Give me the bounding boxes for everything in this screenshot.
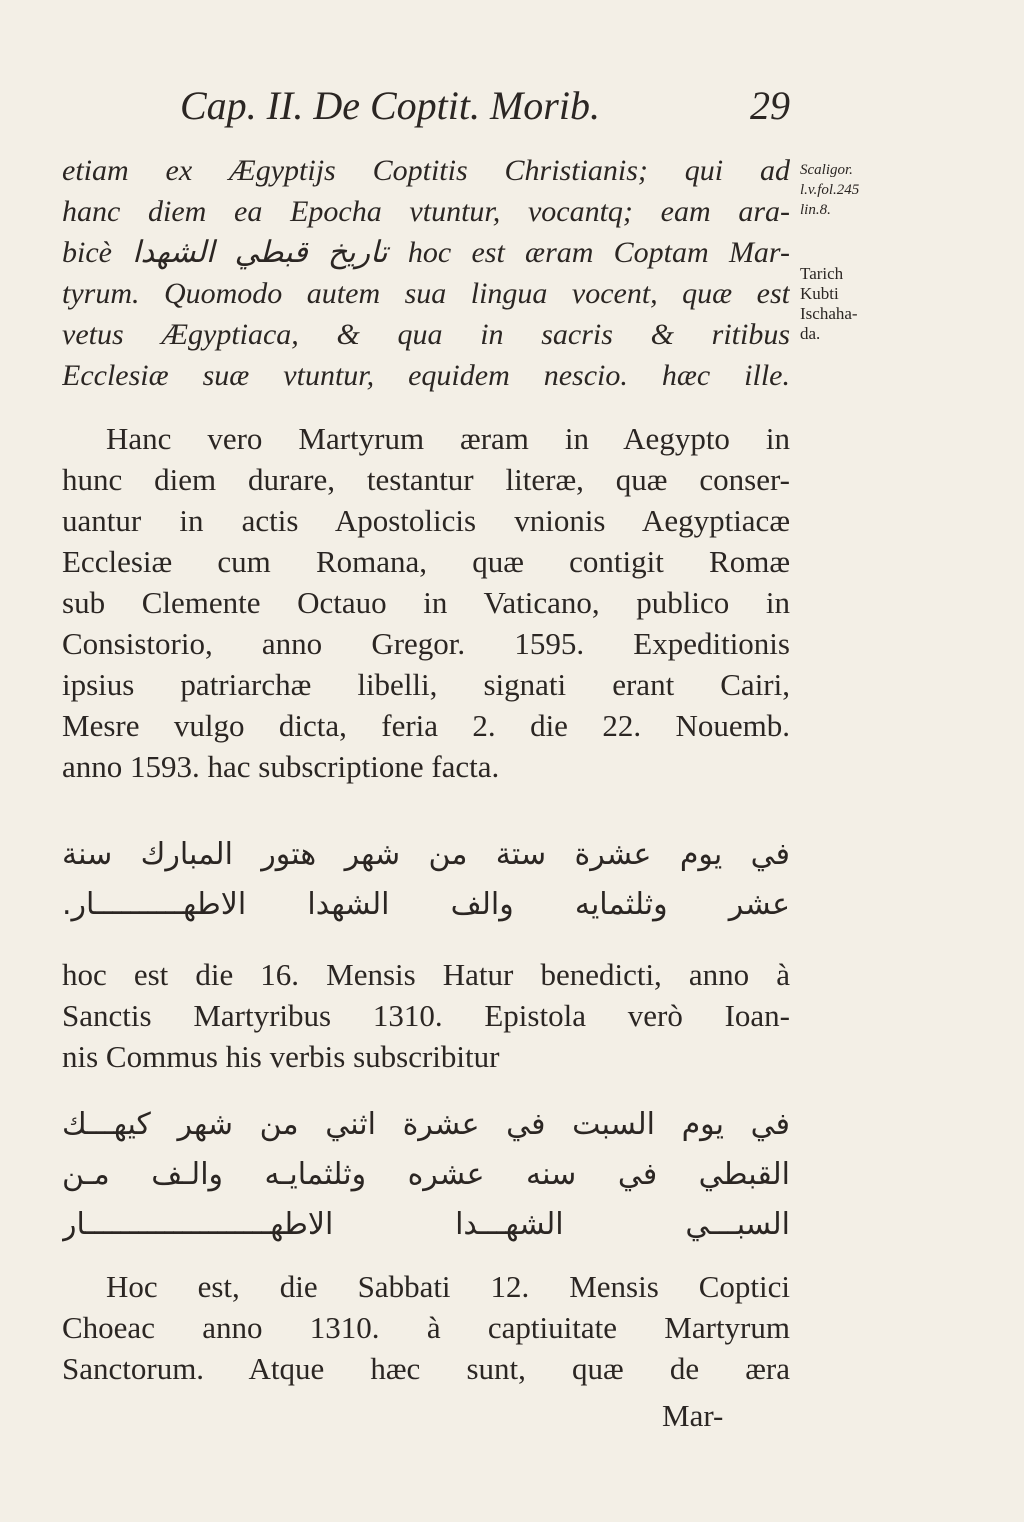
text-line: hunc diem durare, testantur literæ, quæ conser-	[62, 462, 790, 497]
arabic-line: عشر وثلثمايه والف الشهدا الاطهــــــــــار.	[62, 887, 790, 922]
text-line: anno 1593. hac subscriptione facta.	[62, 749, 500, 784]
paragraph-choeac	[62, 1266, 790, 1389]
text-line: Sanctorum. Atque hæc sunt, quæ de æra	[62, 1351, 790, 1386]
text-line: Ecclesiæ cum Romana, quæ contigit Romæ	[62, 544, 790, 579]
margin-line: lin.8.	[800, 202, 831, 218]
margin-note-tarich	[800, 264, 910, 344]
running-header	[180, 82, 790, 132]
text-line: hoc est die 16. Mensis Hatur benedicti, anno à	[62, 957, 790, 992]
text-line: etiam ex Ægyptijs Coptitis Christianis; qui ad	[62, 154, 790, 187]
arabic-subscription-2	[62, 1100, 790, 1250]
margin-line: Tarich	[800, 264, 844, 283]
arabic-line: القبطي في سنه عشره وثلثمايـه والـف مـن	[62, 1157, 790, 1192]
text-line: vetus Ægyptiaca, & qua in sacris & ritibus	[62, 318, 790, 351]
margin-note-scaliger	[800, 160, 910, 220]
text-line: tyrum. Quomodo autem sua lingua vocent, quæ est	[62, 277, 790, 310]
arabic-line: في يوم عشرة ستة من شهر هتور المبارك سنة	[62, 837, 790, 872]
margin-line: Scaligor.	[800, 162, 853, 178]
text-line: uantur in actis Apostolicis vnionis Aegyptiacæ	[62, 503, 790, 538]
arabic-subscription-1	[62, 830, 790, 930]
arabic-line: في يوم السبت في عشرة اثني من شهر كيهـــك	[62, 1107, 790, 1142]
page-number: 29	[750, 83, 790, 128]
arabic-line: السبـــي الشهـــدا الاطهـــــــــــــــــــــار	[62, 1207, 790, 1242]
margin-line: da.	[800, 324, 821, 343]
margin-line: Kubti	[800, 284, 839, 303]
text-line: sub Clemente Octauo in Vaticano, publico in	[62, 585, 790, 620]
paragraph-hatur	[62, 954, 790, 1077]
catchword: Mar-	[662, 1398, 724, 1433]
text-line: hanc diem ea Epocha vtuntur, vocantq; eam ara-	[62, 195, 790, 228]
chapter-title: Cap. II. De Coptit. Morib.	[180, 83, 600, 128]
text-line: nis Commus his verbis subscribitur	[62, 1039, 500, 1074]
paragraph-martyrum-era	[62, 418, 790, 787]
text-line: Mesre vulgo dicta, feria 2. die 22. Nouemb.	[62, 708, 790, 743]
margin-line: Ischaha-	[800, 304, 858, 323]
text-line: Sanctis Martyribus 1310. Epistola verò Ioan-	[62, 998, 790, 1033]
text-line: Hoc est, die Sabbati 12. Mensis Coptici	[106, 1269, 790, 1304]
text-line: Ecclesiæ suæ vtuntur, equidem nescio. hæc ille.	[62, 359, 790, 392]
text-line: Choeac anno 1310. à captiuitate Martyrum	[62, 1310, 790, 1345]
quoted-paragraph	[62, 150, 790, 396]
margin-line: l.v.fol.245	[800, 182, 860, 198]
text-line: ipsius patriarchæ libelli, signati erant Cairi,	[62, 667, 790, 702]
text-line: Hanc vero Martyrum æram in Aegypto in	[106, 421, 790, 456]
text-line: bicè تاريخ قبطي الشهدا hoc est æram Coptam Mar-	[62, 236, 790, 269]
text-line: Consistorio, anno Gregor. 1595. Expeditionis	[62, 626, 790, 661]
